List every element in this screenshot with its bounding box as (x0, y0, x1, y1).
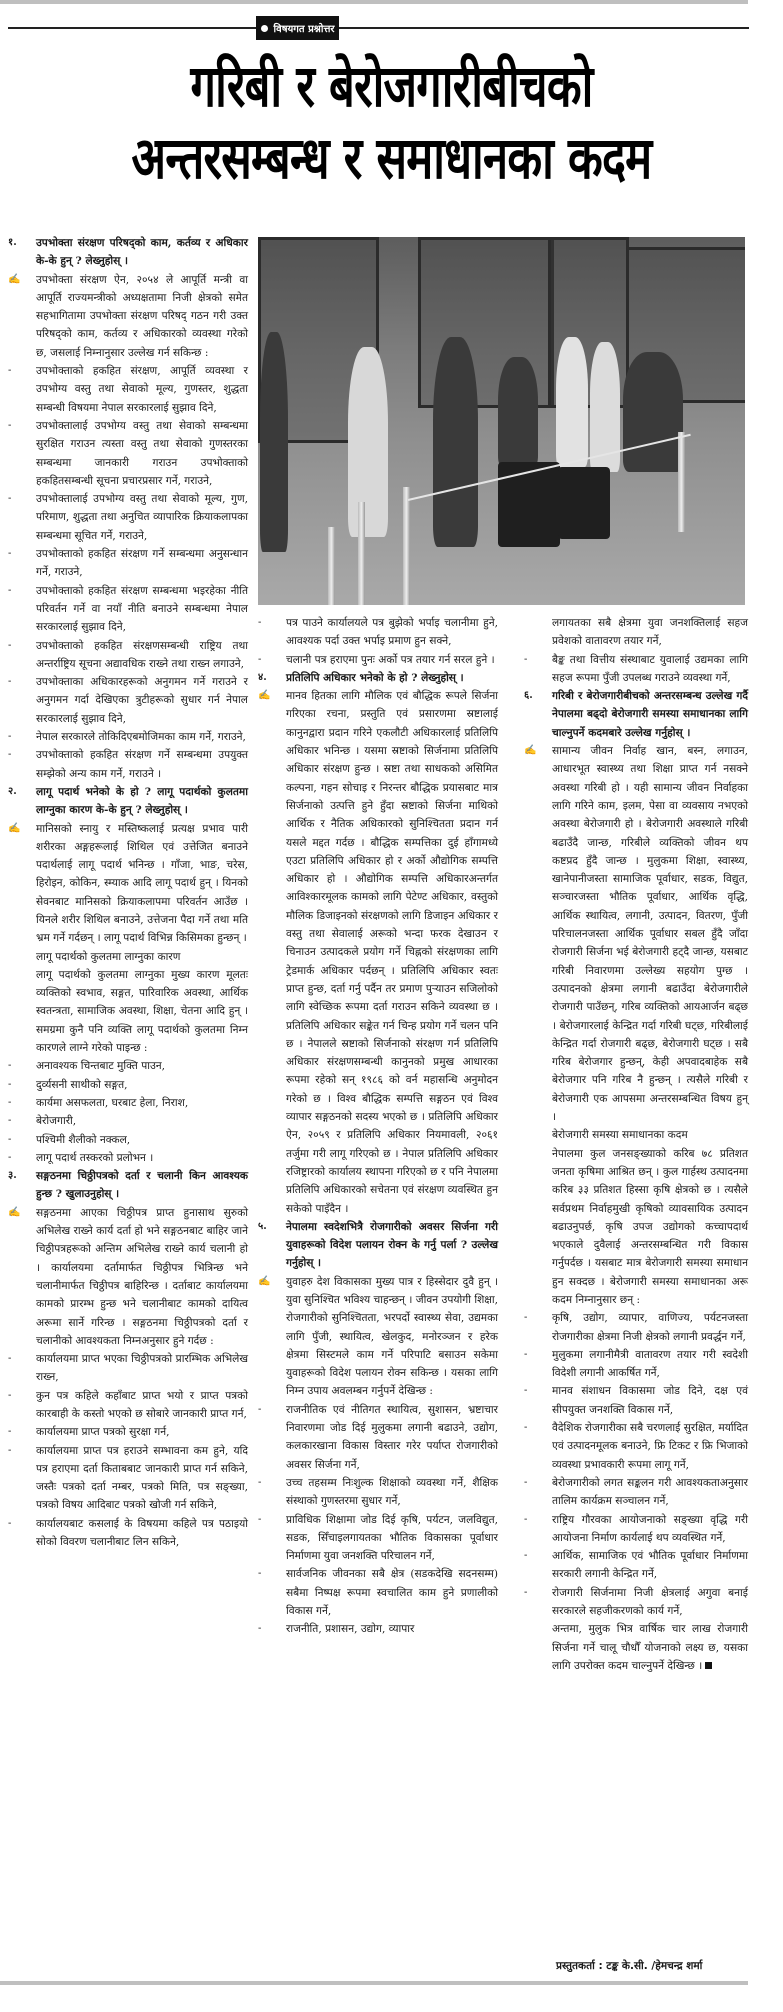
list-item (258, 1511, 498, 1566)
photo-person (260, 332, 288, 552)
list-item (258, 1474, 498, 1511)
paragraph (8, 948, 248, 966)
item-text: उपभोक्ताको हकहित संरक्षण सम्बन्धमा भइरहेका नीति परिवर्तन गर्ने वा नयाँ नीति बनाउने सम्बन्धमा नेपाल सरकारलाई सुझाव दिने, (36, 584, 248, 634)
question-text: लागू पदार्थ भनेको के हो ? लागू पदार्थको कुलतमा लाग्नुका कारण के-के हुन् ? लेख्नुहोस् । (36, 785, 248, 817)
list-item (524, 1547, 748, 1584)
item-text: वैदेशिक रोजगारीका सबै चरणलाई सुरक्षित, मर्यादित एवं उत्पादनमूलक बनाउने, फ्रि टिकट र फ्रि भिजाको व्यवस्था प्रभावकारी रूपमा लागू गर्ने, (552, 1422, 748, 1471)
bottom-border (520, 1981, 748, 1985)
list-item (8, 1442, 248, 1515)
item-text: उपभोक्ताको हकहित संरक्षण गर्ने सम्बन्धमा अनुसन्धान गर्ने, गराउने, (36, 548, 248, 579)
pen-icon: ✍ (8, 822, 21, 834)
dash-bullet-icon: - (524, 1550, 528, 1562)
dash-bullet-icon: - (8, 419, 12, 431)
dash-bullet-icon: - (8, 1115, 12, 1127)
question-number: ३. (8, 1170, 17, 1182)
dash-bullet-icon: - (8, 731, 12, 743)
paragraph-text: बेरोजगारी समस्या समाधानका कदम (552, 1129, 688, 1142)
question-number: १. (8, 237, 17, 248)
list-item (8, 1076, 248, 1094)
list-item (524, 1419, 748, 1474)
item-text: आर्थिक, सामाजिक एवं भौतिक पूर्वाधार निर्माणमा सरकारी लगानी केन्द्रित गर्ने, (552, 1550, 748, 1581)
section-tag (256, 16, 339, 40)
dash-bullet-icon: - (258, 1513, 262, 1525)
item-text: लागू पदार्थ तस्करको प्रलोभन । (36, 1151, 154, 1164)
list-item (258, 1620, 498, 1638)
list-item (8, 1131, 248, 1149)
list-item (8, 1387, 248, 1424)
question (258, 669, 498, 687)
headline-line-1: गरिबी र बेरोजगारीबीचको (190, 52, 593, 120)
list-item (258, 614, 498, 651)
dash-bullet-icon: - (258, 1623, 262, 1635)
list-item (258, 1565, 498, 1620)
list-item (8, 1515, 248, 1552)
answer (258, 687, 498, 1218)
list-item (258, 651, 498, 669)
item-text: उपभोक्ताको हकहित संरक्षणसम्बन्धी राष्ट्रिय तथा अन्तर्राष्ट्रिय सूचना अद्यावधिक राख्ने तथा राख्न लगाउने, (36, 639, 248, 670)
dash-bullet-icon: - (8, 1353, 12, 1365)
item-text: बेरोजगारीको लगत सङ्कलन गरी आवश्यकताअनुसार तालिम कार्यक्रम सञ्चालन गर्ने, (552, 1476, 748, 1508)
question-text: सङ्गठनमा चिठ्ठीपत्रको दर्ता र चलानी किन आवश्यक हुन्छ ? खुलाउनुहोस् । (36, 1170, 248, 1201)
question (258, 1218, 498, 1273)
section-tag-label: विषयगत प्रश्नोत्तर (273, 24, 335, 35)
item-text: नेपाल सरकारले तोकिदिएबमोजिमका काम गर्ने, गराउने, (36, 731, 246, 744)
question (524, 687, 748, 742)
photo-person (433, 337, 478, 547)
pen-icon: ✍ (258, 690, 271, 702)
paragraph-text: लागू पदार्थको कुलतमा लाग्नुका कारण (36, 950, 181, 963)
item-text: उपभोक्ताको हकहित संरक्षण गर्ने सम्बन्धमा उपयुक्त सम्झेको अन्य काम गर्ने, गराउने । (36, 749, 248, 780)
dash-bullet-icon: - (8, 1078, 12, 1090)
photo-stanchion (328, 527, 335, 605)
dash-bullet-icon: - (8, 749, 12, 761)
header-rule-left (8, 27, 256, 29)
bottom-border (0, 1981, 253, 1985)
question-text: नेपालमा स्वदेशभित्रै रोजगारीको अवसर सिर्जना गरी युवाहरूको विदेश पलायन रोक्न के गर्नु पर्ला ? उल्लेख गर्नुहोस् । (286, 1220, 498, 1270)
item-text: बैङ्क तथा वित्तीय संस्थाबाट युवालाई उद्यमका लागि सहज रूपमा पुँजी उपलब्ध गराउने व्यवस्था गर्ने, (552, 653, 748, 684)
list-item (8, 728, 248, 746)
pen-icon: ✍ (8, 1206, 21, 1218)
photo-suitcase (558, 467, 610, 539)
dash-bullet-icon: - (8, 548, 12, 560)
list-item (8, 673, 248, 728)
column-1 (8, 234, 248, 1551)
list-item (8, 362, 248, 417)
item-text: दुर्व्यसनी साथीको सङ्गत, (36, 1078, 128, 1091)
list-item (524, 1474, 748, 1511)
question-number: ६. (524, 690, 533, 702)
dash-bullet-icon: - (524, 1348, 528, 1360)
dash-bullet-icon: - (8, 1389, 12, 1401)
pen-icon: ✍ (8, 273, 21, 285)
item-text: राजनीति, प्रशासन, उद्योग, व्यापार (286, 1623, 415, 1636)
item-text: कार्यमा असफलता, घरबाट हेला, निराश, (36, 1096, 189, 1109)
question (8, 783, 248, 820)
list-item (8, 417, 248, 490)
bottom-border (253, 1981, 520, 1985)
item-text: उपभोक्ता संरक्षण ऐन, २०५४ ले आपूर्ति मन्त्री वा आपूर्ति राज्यमन्त्रीको अध्यक्षतामा निजी क्षेत्रको समेत सहभागितामा उपभोक्ता संरक्षण परिषद् गठन गरी उक्त परिषद्को काम, कर्तव्य र अधिकारको व्यवस्था गरेको छ, जसलाई निम्नानुसार उल्लेख गर्न सकिन्छ : (36, 273, 248, 359)
item-text: पत्र पाउने कार्यालयले पत्र बुझेको भर्पाइ चलानीमा हुने, आवश्यक पर्दा उक्त भर्पाइ प्रमाण हुन सक्ने, (286, 617, 498, 648)
answer (524, 742, 748, 1126)
item-text: प्राविधिक शिक्षामा जोड दिई कृषि, पर्यटन, जलविद्युत, सडक, सिँचाइलगायतका भौतिक विकासका पूर्वाधार निर्माणमा युवा जनशक्ति परिचालन गर्ने, (286, 1513, 498, 1563)
item-text: उपभोक्तालाई उपभोग्य वस्तु तथा सेवाको मूल्य, गुण, परिमाण, शुद्धता तथा अनुचित व्यापारिक क्रियाकलापका सम्बन्धमा सूचित गर्ने, गराउने, (36, 493, 248, 542)
answer (8, 820, 248, 948)
dash-bullet-icon: - (258, 1403, 262, 1415)
item-text: मानव हितका लागि मौलिक एवं बौद्धिक रूपले सिर्जना गरिएका रचना, प्रस्तुति एवं प्रसारणमा स्रष्टालाई कानुनद्वारा प्रदान गरिने एकलौटी अधिकारलाई प्रतिलिपि अधिकार भनिन्छ । यसमा स्रष्टाको सिर्जनामा प्रतिलिपि अधिकार संरक्षण हुन्छ । स्रष्टा तथा साधकको असिमित कल्पना, गहन सोचाइ र निरन्तर बौद्धिक प्रयासबाट मात्र सिर्जनाको उत्पत्ति हुने हुँदा स्रष्टाको सिर्जना माथिको आर्थिक र नैतिक अधिकारको सुनिश्चितता प्रदान गर्न यसले मद्दत गर्दछ । बौद्धिक सम्पत्तिका दुई हाँगामध्ये एउटा प्रतिलिपि अधिकार हो र अर्को औद्योगिक सम्पत्ति अधिकार हो । औद्योगिक सम्पत्ति अधिकारअन्तर्गत आविश्कारमूलक कामको लागि पेटेण्ट अधिकार, वस्तुको मौलिक डिजाइनको संरक्षणको लागि डिजाइन अधिकार र वस्तु तथा सेवालाई अरूको भन्दा फरक देखाउन र चिनाउन उत्पादकले प्रयोग गर्ने चिह्नको संरक्षणका लागि ट्रेडमार्क अधिकार पर्दछन् । प्रतिलिपि अधिकार स्वतः प्राप्त हुन्छ, दर्ता गर्नु पर्दैन तर प्रमाण पुऱ्याउन सजिलोको लागि स्वेच्छिक रूपमा दर्ता गराउन सकिने व्यवस्था छ । प्रतिलिपि अधिकार सङ्केत गर्न चिन्ह प्रयोग गर्ने चलन पनि छ । नेपालले स्रष्टाको सिर्जनाको संरक्षण गर्न प्रतिलिपि अधिकार संरक्षणसम्बन्धी कानुनको प्रमुख आधारका रूपमा रहेको सन् १९८६ को वर्न महासन्धि अनुमोदन गरेको छ । विश्व बौद्धिक सम्पत्ति सङ्गठन एवं विश्व व्यापार सङ्गठनको सदस्य भएको छ । प्रतिलिपि अधिकार ऐन, २०५९ र प्रतिलिपि अधिकार नियमावली, २०६१ तर्जुमा गरी लागू गरिएको छ । नेपाल प्रतिलिपि अधिकार रजिष्ट्रारको कार्यालय स्थापना गरिएको छ र पनि नेपालमा प्रतिलिपि अधिकारको सचेतना एवं संरक्षण व्यवस्थित हुन सकेको पाइँदैन । (286, 690, 498, 1215)
paragraph-text: अन्तमा, मुलुक भित्र वार्षिक चार लाख रोजगारी सिर्जना गर्ने चालू चौधौँ योजनाको लक्ष्य छ, यसका लागि उपरोक्त कदम चाल्नुपर्ने देखिन्छ । (552, 1623, 748, 1672)
list-item (8, 1057, 248, 1075)
pen-icon: ✍ (524, 745, 537, 757)
list-item (258, 1401, 498, 1474)
list-item (8, 545, 248, 582)
top-border (0, 0, 748, 4)
list-item (524, 1309, 748, 1346)
question (8, 234, 248, 271)
photo-person (348, 347, 388, 537)
dash-bullet-icon: - (8, 1517, 12, 1529)
question (8, 1167, 248, 1204)
list-item (8, 1423, 248, 1441)
question-text: गरिबी र बेरोजगारीबीचको अन्तरसम्बन्ध उल्लेख गर्दै नेपालमा बढ्दो बेरोजगारी समस्या समाधानका लागि चाल्नुपर्ने कदमबारे उल्लेख गर्नुहोस् । (552, 690, 748, 739)
item-text: मानव संशाधन विकासमा जोड दिने, दक्ष एवं सीपयुक्त जनशक्ति विकास गर्ने, (552, 1385, 748, 1416)
pen-icon: ✍ (258, 1275, 271, 1287)
list-item (524, 1511, 748, 1548)
item-text: पश्चिमी शैलीको नक्कल, (36, 1133, 131, 1146)
dash-bullet-icon: - (8, 1060, 12, 1072)
item-text: कार्यालयमा प्राप्त भएका चिठ्ठीपत्रको प्रारम्भिक अभिलेख राख्न, (36, 1353, 248, 1384)
column-2 (258, 614, 498, 1639)
list-item (8, 1094, 248, 1112)
item-text: कृषि, उद्योग, व्यापार, वाणिज्य, पर्यटनजस्ता रोजगारीका क्षेत्रमा निजी क्षेत्रको लगानी प्रवर्द्धन गर्ने, (552, 1312, 748, 1343)
photo-stanchion (678, 432, 685, 532)
headline-line-2: अन्तरसम्बन्ध र समाधानका कदम (131, 124, 652, 192)
airport-queue-photo (258, 237, 745, 605)
answer (8, 1204, 248, 1350)
item-text: बेरोजगारी, (36, 1115, 77, 1128)
byline: प्रस्तुतकर्ता : टङ्क के.सी. /हेमचन्द्र शर्मा (556, 1960, 703, 1972)
item-text: अनावश्यक चिन्तबाट मुक्ति पाउन, (36, 1060, 166, 1073)
header-rule-right (339, 27, 749, 29)
paragraph (524, 1126, 748, 1144)
dash-bullet-icon: - (8, 1096, 12, 1108)
dash-bullet-icon: - (524, 1476, 528, 1488)
item-text: कुन पत्र कहिले कहाँबाट प्राप्त भयो र प्राप्त पत्रको कारबाही के कस्तो भएको छ सोबारे जानकारी प्राप्त गर्न, (36, 1389, 248, 1420)
answer (8, 271, 248, 362)
list-item (8, 1350, 248, 1387)
list-item (524, 1584, 748, 1621)
dash-bullet-icon: - (524, 1312, 528, 1324)
photo-stanchion (358, 502, 365, 605)
list-item (8, 637, 248, 674)
question-number: २. (8, 785, 17, 797)
list-item (8, 490, 248, 545)
paragraph-text: नेपालमा कुल जनसङ्ख्याको करिब ७८ प्रतिशत जनता कृषिमा आश्रित छन् । कुल गार्हस्थ उत्पादनमा करिब ३३ प्रतिशत हिस्सा कृषि क्षेत्रको छ । त्यसैले सर्वप्रथम निर्वाहमुखी कृषिको व्यावसायिक उत्पादन बढाउनुपर्छ, कृषि उपज उद्योगको कच्चापदार्थ भएकाले दुवैलाई अन्तरसम्बन्धित गरी विकास गर्नुपर्दछ । यसबाट मात्र बेरोजगारी समस्या समाधान हुन सक्दछ । बेरोजगारी समस्या समाधानका अरू कदम निम्नानुसार छन् : (552, 1147, 748, 1306)
question-text: उपभोक्ता संरक्षण परिषद्को काम, कर्तव्य र अधिकार के-के हुन् ? लेख्नुहोस् । (36, 237, 248, 268)
item-text: सार्वजनिक जीवनका सबै क्षेत्र (सडकदेखि सदनसम्म) सबैमा निष्पक्ष रूपमा स्वचालित काम हुने प्रणालीको विकास गर्ने, (286, 1568, 498, 1618)
dash-bullet-icon: - (8, 639, 12, 651)
dash-bullet-icon: - (8, 1151, 12, 1163)
dash-bullet-icon: - (258, 617, 262, 628)
dash-bullet-icon: - (258, 1476, 262, 1488)
paragraph (8, 966, 248, 1057)
list-item (524, 651, 748, 688)
photo-person (556, 337, 588, 467)
item-text: उपभोक्ताका अधिकारहरूको अनुगमन गर्ने गराउने र अनुगमन गर्दा देखिएका त्रुटीहरूको सुधार गर्न नेपाल सरकारलाई सुझाव दिने, (36, 676, 248, 725)
item-text: रोजगारी सिर्जनामा निजी क्षेत्रलाई अगुवा बनाई सरकारले सहजीकरणको कार्य गर्ने, (552, 1586, 748, 1618)
paragraph (524, 1145, 748, 1310)
paragraph-text: लगायतका सबै क्षेत्रमा युवा जनशक्तिलाई सहज प्रवेशको वातावरण तयार गर्ने, (552, 617, 748, 648)
paragraph (524, 1620, 748, 1675)
dash-bullet-icon: - (8, 1133, 12, 1145)
item-text: उपभोक्ताको हकहित संरक्षण, आपूर्ति व्यवस्था र उपभोग्य वस्तु तथा सेवाको मूल्य, गुणस्तर, शुद्धता सम्बन्धी विषयमा नेपाल सरकारलाई सुझाव दिने, (36, 365, 248, 414)
dash-bullet-icon: - (8, 584, 12, 596)
list-item (8, 1112, 248, 1130)
photo-suitcase (498, 462, 560, 547)
dash-bullet-icon: - (258, 653, 262, 665)
item-text: मुलुकमा लगानीमैत्री वातावरण तयार गरी स्वदेशी विदेशी लगानी आकर्षित गर्ने, (552, 1348, 748, 1380)
list-item (524, 1346, 748, 1383)
dash-bullet-icon: - (8, 1444, 12, 1456)
dash-bullet-icon: - (524, 1422, 528, 1434)
dash-bullet-icon: - (8, 1426, 12, 1438)
column-3 (524, 614, 748, 1675)
paragraph-text: लागू पदार्थको कुलतमा लाग्नुका मुख्य कारण मूलतः व्यक्तिको स्वभाव, सङ्गत, पारिवारिक अवस्था, आर्थिक स्वतन्त्रता, सामाजिक अवस्था, शिक्षा, चेतना आदि हुन् । समग्रमा कुनै पनि व्यक्ति लागू पदार्थको कुलतमा निम्न कारणले लाग्ने गरेको पाइन्छ : (36, 968, 248, 1055)
list-item (8, 746, 248, 783)
list-item (524, 1382, 748, 1419)
item-text: उपभोक्तालाई उपभोग्य वस्तु तथा सेवाको सम्बन्धमा सुरक्षित गराउन त्यस्ता वस्तु तथा सेवाको गुणस्तरका सम्बन्धमा जानकारी गराउन उपभोक्ताको हकहितसम्बन्धी सूचना प्रचारप्रसार गर्ने, गराउने, (36, 419, 248, 487)
dash-bullet-icon: - (8, 365, 12, 377)
dash-bullet-icon: - (524, 1385, 528, 1397)
item-text: सामान्य जीवन निर्वाह खान, बस्न, लगाउन, आधारभूत स्वास्थ्य तथा शिक्षा प्राप्त गर्न नसक्ने अवस्था गरिबी हो । यही सामान्य जीवन निर्वाहका लागि गरिने काम, इलम, पेसा वा व्यवसाय नभएको अवस्था बेरोजगारी हो । बेरोजगारी अवस्थाले गरिबी बढाउँदै जान्छ, गरिबीले व्यक्तिको जीवन थप कष्टप्रद हुँदै जान्छ । मुलुकमा शिक्षा, स्वास्थ्य, खानेपानीजस्ता सामाजिक पूर्वाधार, सडक, विद्युत, सञ्चारजस्ता भौतिक पूर्वाधार, आर्थिक वृद्धि, आर्थिक स्थायित्व, लगानी, उत्पादन, वितरण, पुँजी परिचालनजस्ता आर्थिक पूर्वाधार सबल हुँदै जाँदा रोजगारी सिर्जना भई बेरोजगारी हट्दै जान्छ, यसबाट गरिबी निवारणमा उल्लेख्य सहयोग पुग्छ । उत्पादनको क्षेत्रमा लगानी बढाउँदा बेरोजगारीले रोजगारी पाउँछन्, गरिब व्यक्तिको आयआर्जन बढ्छ । बेरोजगारलाई केन्द्रित गर्दा गरिबी घट्छ, गरिबीलाई केन्द्रित गर्दा रोजगारी बढ्छ, बेरोजगारी घट्छ । सबै गरिब बेरोजगार हुन्छन्, केही अपवादबाहेक सबै बेरोजगार पनि गरिब नै हुन्छन् । त्यसैले गरिबी र बेरोजगारी एक आपसमा अन्तरसम्बन्धित विषय हुन् । (552, 745, 748, 1124)
question-number: ५. (258, 1220, 267, 1232)
item-text: कार्यालयमा प्राप्त पत्र हराउने सम्भावना कम हुने, यदि पत्र हराएमा दर्ता किताबबाट जानकारी प्राप्त गर्न सकिने, जस्तैः पत्रको दर्ता नम्बर, पत्रको मिति, पत्र सङ्ख्या, पत्रको विषय आदिबाट पत्रको खोजी गर्न सकिने, (36, 1444, 248, 1512)
photo-stanchion (403, 487, 410, 605)
item-text: सङ्गठनमा आएका चिठ्ठीपत्र प्राप्त हुनासाथ सुरुको अभिलेख राख्ने कार्य दर्ता हो भने सङ्गठनबाट बाहिर जाने चिठ्ठीपत्रहरूको अन्तिम अभिलेख राख्ने कार्य चलानी हो । कार्यालयमा दर्तामार्फत चिठ्ठीपत्र भित्रिन्छ भने चलानीमार्फत चिठ्ठीपत्र बाहिरिन्छ । दर्ताबाट कार्यालयमा कामको प्रारम्भ हुन्छ भने चलानीबाट कामको दायित्व अरूमा सार्ने गरिन्छ । सङ्गठनमा चिठ्ठीपत्रको दर्ता र चलानीको आवश्यकता निम्नअनुसार हुने गर्दछ : (36, 1206, 248, 1347)
item-text: राजनीतिक एवं नीतिगत स्थायित्व, सुशासन, भ्रष्टाचार निवारणमा जोड दिई मुलुकमा लगानी बढाउने, उद्योग, कलकारखाना विकास विस्तार गरेर पर्याप्त रोजगारीको अवसर सिर्जना गर्ने, (286, 1403, 498, 1471)
item-text: राष्ट्रिय गौरवका आयोजनाको सङ्ख्या वृद्धि गरी आयोजना निर्माण कार्यलाई थप व्यवस्थित गर्ने, (552, 1513, 748, 1544)
photo-person (623, 352, 683, 472)
list-item (8, 582, 248, 637)
paragraph (524, 614, 748, 651)
item-text: चलानी पत्र हराएमा पुनः अर्को पत्र तयार गर्न सरल हुने । (286, 653, 495, 666)
dash-bullet-icon: - (8, 493, 12, 505)
end-square-icon (705, 1662, 712, 1669)
question-number: ४. (258, 671, 267, 683)
dash-bullet-icon: - (8, 676, 12, 688)
dash-bullet-icon: - (524, 1586, 528, 1598)
bullet-icon (261, 25, 268, 32)
dash-bullet-icon: - (524, 653, 528, 665)
answer (258, 1273, 498, 1401)
item-text: युवाहरु देश विकासका मुख्य पात्र र हिस्सेदार दुवै हुन् । युवा सुनिश्चित भविश्य चाहन्छन् । जीवन उपयोगी शिक्षा, रोजगारीको सुनिश्चितता, भरपर्दो स्वास्थ्य सेवा, उद्यमका लागि पुँजी, स्थायित्व, खेलकुद, मनोरञ्जन र हरेक क्षेत्रमा सिस्टमले काम गर्ने परिपाटि बसाउन सकेमा युवाहरूको विदेश पलायन रोक्न सकिन्छ । यसका लागि निम्न उपाय अवलम्बन गर्नुपर्ने देखिन्छ : (286, 1275, 498, 1398)
photo-person (498, 357, 538, 467)
item-text: मानिसको स्नायु र मस्तिष्कलाई प्रत्यक्ष प्रभाव पारी शरीरका अङ्गहरूलाई शिथिल एवं उत्तेजित बनाउने पदार्थलाई लागू पदार्थ भनिन्छ । गाँजा, भाङ, चरेस, हिरोइन, कोकिन, स्म्याक आदि लागू पदार्थ हुन् । यिनको सेवनबाट मानिसको क्रियाकलापमा परिवर्तन आउँछ । यिनले शरीर शिथिल बनाउने, उत्तेजना पैदा गर्ने तथा मति भ्रम गर्ने गर्दछन् । लागू पदार्थ विभिन्न किसिमका हुन्छन् । (36, 822, 248, 945)
dash-bullet-icon: - (524, 1513, 528, 1525)
item-text: कार्यालयबाट कसलाई के विषयमा कहिले पत्र पठाइयो सोको विवरण चलानीबाट लिन सकिने, (36, 1517, 248, 1549)
question-text: प्रतिलिपि अधिकार भनेको के हो ? लेख्नुहोस् । (286, 671, 464, 684)
dash-bullet-icon: - (258, 1568, 262, 1580)
item-text: कार्यालयमा प्राप्त पत्रको सुरक्षा गर्न, (36, 1426, 170, 1439)
list-item (8, 1149, 248, 1167)
item-text: उच्च तहसम्म निःशुल्क शिक्षाको व्यवस्था गर्ने, शैक्षिक संस्थाको गुणस्तरमा सुधार गर्ने, (286, 1476, 498, 1508)
